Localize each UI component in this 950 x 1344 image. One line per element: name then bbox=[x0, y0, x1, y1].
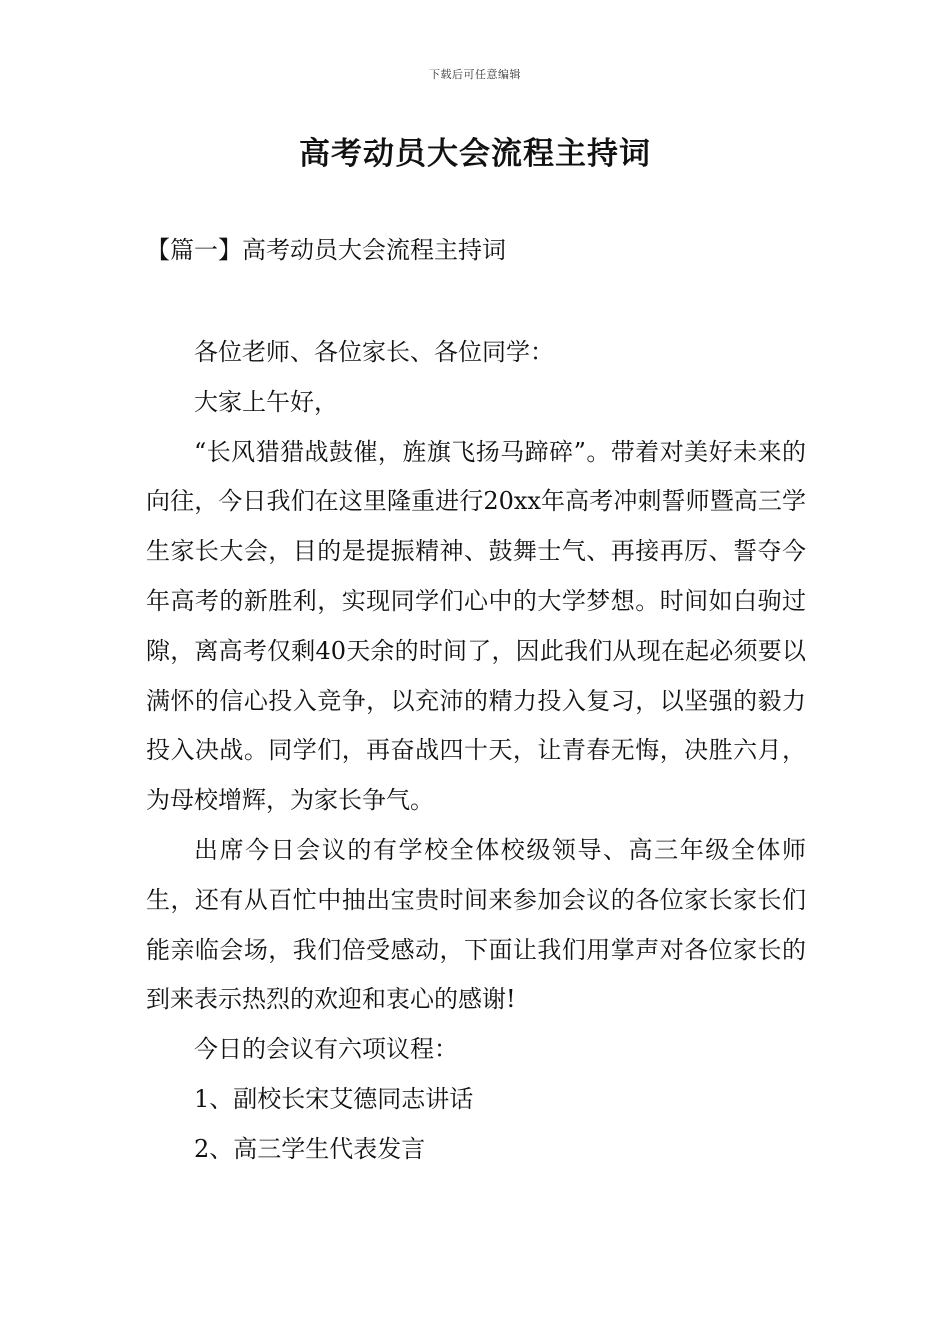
document-title: 高考动员大会流程主持词 bbox=[299, 136, 651, 172]
header-note: 下载后可任意编辑 bbox=[429, 68, 521, 81]
agenda-intro-paragraph: 今日的会议有六项议程： bbox=[194, 1035, 458, 1064]
section-heading: 【篇一】高考动员大会流程主持词 bbox=[146, 236, 506, 264]
opening-paragraph: “长风猎猎战鼓催，旌旗飞扬马蹄碎”。带着对美好未来的向往，今日我们在这里隆重进行20xx年高考冲刺誓师暨高三学生家长大会，目的是提振精神、鼓舞士气、再接再厉、誓夺今年高考的新胜利，实现同学们心中的大学梦想。时间如白驹过隙，离高考仅剩40天余的时间了，因此我们从现在起必须要以满怀的信心投入竞争，以充沛的精力投入复习，以坚强的毅力投入决战。同学们，再奋战四十天，让青春无悔，决胜六月，为母校增辉，为家长争气。 bbox=[146, 437, 806, 815]
document-body bbox=[146, 328, 806, 1175]
agenda-item: 1、副校长宋艾德同志讲话 bbox=[194, 1084, 474, 1113]
agenda-item: 2、高三学生代表发言 bbox=[194, 1134, 426, 1163]
greeting-paragraph: 各位老师、各位家长、各位同学： bbox=[194, 338, 554, 366]
salutation-paragraph: 大家上午好， bbox=[194, 387, 338, 416]
attendees-paragraph: 出席今日会议的有学校全体校级领导、高三年级全体师生，还有从百忙中抽出宝贵时间来参加会议的各位家长家长们能亲临会场，我们倍受感动，下面让我们用掌声对各位家长的到来表示热烈的欢迎和衷心的感谢! bbox=[146, 835, 806, 1014]
